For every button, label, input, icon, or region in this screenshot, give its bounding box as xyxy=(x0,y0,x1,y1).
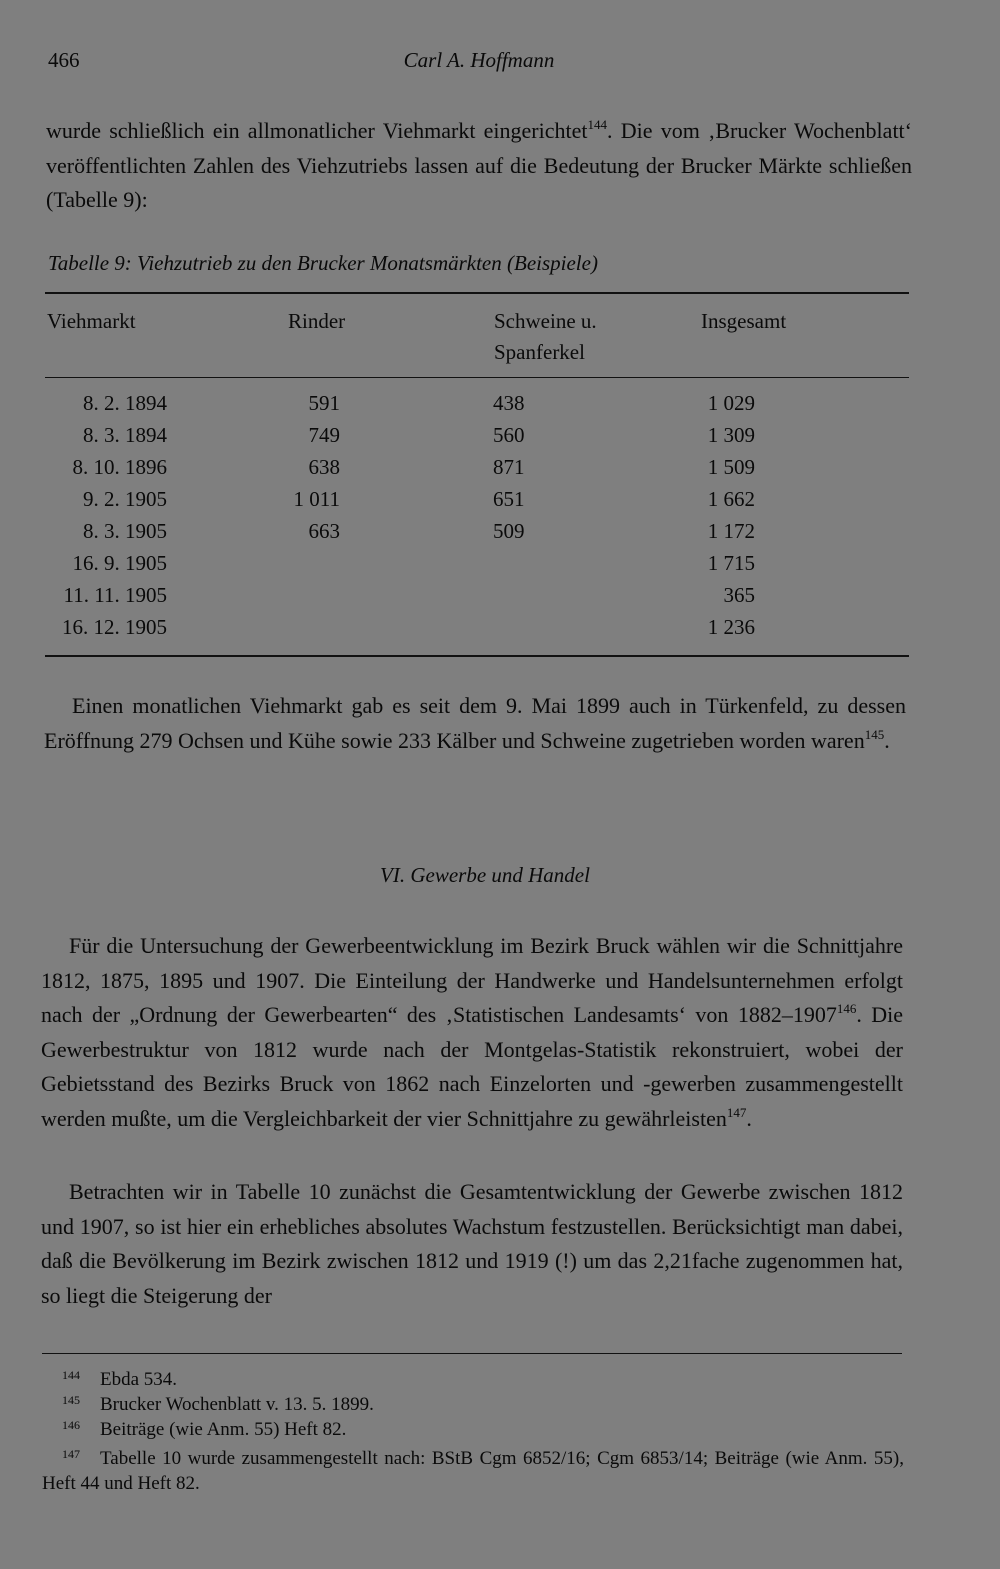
cell-schweine: 438 xyxy=(493,391,525,415)
col-header-rinder: Rinder xyxy=(288,309,346,333)
cell-schweine: 651 xyxy=(493,487,525,511)
footnote-ref-146[interactable]: 146 xyxy=(836,1001,857,1016)
footnote-number: 145 xyxy=(62,1393,80,1407)
col-header-schweine xyxy=(494,306,597,368)
page-header xyxy=(48,48,910,78)
cell-date: 8. 10. 1896 xyxy=(72,455,167,479)
footnote-text: Ebda 534. xyxy=(100,1369,178,1390)
table-row xyxy=(0,487,1000,519)
table-row xyxy=(0,519,1000,551)
cell-insgesamt: 1 029 xyxy=(707,391,755,415)
paragraph-text: Für die Untersuchung der Gewerbeentwicklung im Bezirk Bruck wählen wir die Schnittjahre 1812, 1875, 1895 und 1907. Die Einteilung der Handwerke und Handelsunternehmen erfolgt nach der „Ordnung der Gewerbearten“ des ‚Statistischen Landesamts‘ von 1882–1907 xyxy=(41,933,903,1027)
cell-date: 11. 11. 1905 xyxy=(63,583,167,607)
cell-insgesamt: 1 309 xyxy=(707,423,755,447)
paragraph-text: . Die Gewerbestruktur von 1812 wurde nach der Montgelas-Statistik rekonstruiert, wobei der Gebietsstand des Bezirks Bruck von 1862 nach Einzelorten und -gewerben zusammengestellt werden mußte, um die Vergleichbarkeit der vier Schnittjahre zu gewährleisten xyxy=(41,1002,904,1131)
col-header-viehmarkt: Viehmarkt xyxy=(47,309,136,333)
running-head: Carl A. Hoffmann xyxy=(403,48,555,72)
footnote-text: Tabelle 10 wurde zusammengestellt nach: BStB Cgm 6852/16; Cgm 6853/14; Beiträge (wie Anm. 55), Heft 44 und Heft 82. xyxy=(42,1448,904,1494)
cell-date: 8. 3. 1905 xyxy=(83,519,167,543)
footnote-number: 147 xyxy=(62,1447,80,1461)
footnote-text: Brucker Wochenblatt v. 13. 5. 1899. xyxy=(100,1394,374,1415)
cell-date: 8. 3. 1894 xyxy=(83,423,167,447)
table-header-rule xyxy=(45,377,909,378)
cell-rinder: 1 011 xyxy=(293,487,340,511)
table-row xyxy=(0,615,1000,647)
cell-date: 8. 2. 1894 xyxy=(83,391,167,415)
col-header-insgesamt: Insgesamt xyxy=(701,309,787,333)
footnote-number: 144 xyxy=(62,1368,80,1382)
footnote-separator xyxy=(42,1353,902,1354)
paragraph-tuerkenfeld xyxy=(44,689,906,758)
paragraph-text: . xyxy=(884,727,890,753)
footnote-text: Beiträge (wie Anm. 55) Heft 82. xyxy=(100,1419,347,1440)
footnote-145 xyxy=(42,1392,904,1417)
paragraph-intro xyxy=(46,114,912,218)
cell-insgesamt: 1 236 xyxy=(707,615,755,639)
table-caption: Tabelle 9: Viehzutrieb zu den Brucker Monatsmärkten (Beispiele) xyxy=(48,251,598,275)
footnote-147 xyxy=(42,1446,904,1496)
table-row xyxy=(0,423,1000,455)
cell-insgesamt: 1 509 xyxy=(707,455,755,479)
footnote-146 xyxy=(42,1417,904,1442)
footnote-ref-145[interactable]: 145 xyxy=(864,726,885,742)
paragraph-text: . xyxy=(746,1105,752,1131)
cell-insgesamt: 1 662 xyxy=(707,487,755,511)
cell-schweine: 560 xyxy=(493,423,525,447)
col-header-schweine-line2: Spanferkel xyxy=(494,340,585,364)
table-top-rule xyxy=(45,292,909,294)
footnote-number: 146 xyxy=(62,1418,80,1432)
cell-insgesamt: 365 xyxy=(723,583,755,607)
cell-schweine: 871 xyxy=(493,455,525,479)
cell-rinder: 663 xyxy=(308,519,340,543)
cell-date: 16. 12. 1905 xyxy=(62,615,167,639)
section-heading: VI. Gewerbe und Handel xyxy=(380,863,590,887)
footnote-ref-147[interactable]: 147 xyxy=(726,1104,747,1120)
paragraph-text: . Die vom ‚Brucker Wochenblatt‘ veröffentlichten Zahlen des Viehzutriebs lassen auf die Bedeutung der Brucker Märkte schließen (Tabelle 9): xyxy=(46,118,912,212)
table-row xyxy=(0,455,1000,487)
cell-date: 16. 9. 1905 xyxy=(72,551,167,575)
cell-insgesamt: 1 172 xyxy=(707,519,755,543)
cell-schweine: 509 xyxy=(493,519,525,543)
cell-insgesamt: 1 715 xyxy=(707,551,755,575)
cell-rinder: 591 xyxy=(308,391,340,415)
col-header-schweine-line1: Schweine u. xyxy=(494,309,597,333)
table-row xyxy=(0,551,1000,583)
paragraph-text: wurde schließlich ein allmonatlicher Viehmarkt eingerichtet xyxy=(46,118,588,143)
cell-rinder: 749 xyxy=(308,423,340,447)
footnote-144 xyxy=(42,1367,904,1392)
paragraph-gewerbe xyxy=(41,929,903,1136)
footnote-ref-144[interactable]: 144 xyxy=(587,117,607,132)
table-bottom-rule xyxy=(45,655,909,657)
page-number: 466 xyxy=(48,48,80,72)
paragraph-betrachten: Betrachten wir in Tabelle 10 zunächst die Gesamtentwicklung der Gewerbe zwischen 1812 und 1907, so ist hier ein erhebliches absolutes Wachstum festzustellen. Berücksichtigt man dabei, daß die Bevölkerung im Bezirk zwischen 1812 und 1919 (!) um das 2,21fache zugenommen hat, so liegt die Steigerung der xyxy=(41,1179,903,1308)
cell-rinder: 638 xyxy=(308,455,340,479)
cell-date: 9. 2. 1905 xyxy=(83,487,167,511)
paragraph-text: Einen monatlichen Viehmarkt gab es seit dem 9. Mai 1899 auch in Türkenfeld, zu dessen Eröffnung 279 Ochsen und Kühe sowie 233 Kälber und Schweine zugetrieben worden waren xyxy=(44,693,906,753)
table-row xyxy=(0,391,1000,423)
table-row xyxy=(0,583,1000,615)
